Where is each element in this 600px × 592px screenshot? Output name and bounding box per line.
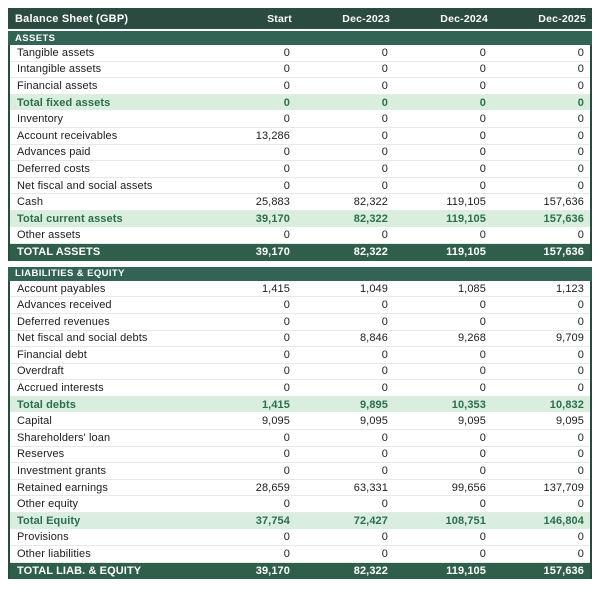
row-value: 0	[283, 431, 290, 444]
row-value: 39,170	[255, 212, 290, 225]
table-row	[10, 78, 590, 95]
row-value: 0	[381, 46, 388, 59]
row-label: Advances received	[17, 299, 112, 312]
row-value: 0	[577, 448, 584, 461]
table-row	[10, 364, 590, 381]
row-value: 1,415	[261, 282, 290, 295]
row-value: 0	[479, 129, 486, 142]
row-value: 0	[577, 299, 584, 312]
table-row	[10, 128, 590, 145]
row-value: 0	[577, 96, 584, 109]
row-label: Reserves	[17, 448, 65, 461]
row-label: Other equity	[17, 498, 79, 511]
row-value: 0	[577, 315, 584, 328]
row-value: 0	[283, 315, 290, 328]
table-row	[10, 463, 590, 480]
table-row	[10, 413, 590, 430]
table-row	[10, 178, 590, 195]
table-row	[10, 211, 590, 228]
row-value: 0	[577, 465, 584, 478]
row-value: 0	[479, 448, 486, 461]
row-label: Inventory	[17, 113, 64, 126]
table-header-row	[8, 8, 592, 29]
row-value: 119,105	[446, 212, 486, 225]
row-value: 0	[283, 179, 290, 192]
table-row	[10, 480, 590, 497]
row-value: 0	[577, 382, 584, 395]
row-value: 37,754	[255, 514, 290, 527]
row-value: 146,804	[543, 514, 584, 527]
row-label: Account receivables	[17, 129, 118, 142]
row-label: Retained earnings	[17, 481, 108, 494]
section-rows	[8, 45, 592, 261]
balance-sheet-table	[8, 8, 592, 579]
column-header-dec-2023: Dec-2023	[342, 12, 390, 25]
table-row	[10, 145, 590, 162]
row-value: 0	[479, 229, 486, 242]
row-value: 82,322	[353, 196, 388, 209]
table-row	[10, 430, 590, 447]
row-value: 0	[577, 531, 584, 544]
row-value: 0	[283, 299, 290, 312]
row-value: 0	[283, 229, 290, 242]
row-value: 0	[381, 146, 388, 159]
row-value: 0	[479, 465, 486, 478]
row-value: 0	[479, 365, 486, 378]
row-value: 157,636	[543, 212, 584, 225]
row-value: 0	[283, 79, 290, 92]
row-value: 0	[283, 448, 290, 461]
row-value: 9,268	[457, 332, 486, 345]
table-row	[10, 380, 590, 397]
row-value: 0	[577, 229, 584, 242]
row-value: 0	[577, 498, 584, 511]
row-value: 82,322	[353, 212, 388, 225]
row-value: 0	[381, 96, 388, 109]
row-value: 0	[381, 465, 388, 478]
table-row	[10, 297, 590, 314]
section-rows	[8, 281, 592, 580]
row-value: 0	[283, 498, 290, 511]
row-value: 0	[381, 548, 388, 561]
row-value: 82,322	[353, 246, 388, 259]
row-label: Total Equity	[17, 514, 81, 527]
row-label: Deferred revenues	[17, 315, 110, 328]
row-value: 0	[479, 63, 486, 76]
row-label: Investment grants	[17, 465, 107, 478]
row-label: TOTAL LIAB. & EQUITY	[17, 565, 142, 578]
row-value: 39,170	[255, 246, 290, 259]
section-assets	[8, 31, 592, 261]
row-label: Account payables	[17, 282, 106, 295]
row-value: 157,636	[543, 246, 584, 259]
row-value: 0	[283, 146, 290, 159]
row-label: Tangible assets	[17, 46, 95, 59]
row-value: 0	[381, 315, 388, 328]
row-label: Net fiscal and social assets	[17, 179, 153, 192]
row-value: 0	[479, 382, 486, 395]
row-value: 82,322	[353, 565, 388, 578]
section-header: ASSETS	[8, 31, 592, 45]
row-value: 0	[283, 332, 290, 345]
column-header-start: Start	[267, 12, 292, 25]
row-value: 0	[577, 63, 584, 76]
row-value: 9,095	[261, 415, 290, 428]
row-value: 8,846	[359, 332, 388, 345]
row-value: 0	[381, 113, 388, 126]
row-value: 0	[479, 531, 486, 544]
row-value: 119,105	[446, 565, 486, 578]
row-label: Provisions	[17, 531, 69, 544]
row-value: 72,427	[353, 514, 388, 527]
column-header-dec-2025: Dec-2025	[538, 12, 586, 25]
row-label: Financial debt	[17, 348, 87, 361]
row-value: 0	[577, 431, 584, 444]
table-row	[10, 281, 590, 298]
row-label: Overdraft	[17, 365, 64, 378]
sheet-title: Balance Sheet (GBP)	[15, 12, 129, 25]
section-header: LIABILITIES & EQUITY	[8, 267, 592, 281]
row-value: 0	[479, 146, 486, 159]
row-value: 10,832	[549, 398, 584, 411]
row-label: Intangible assets	[17, 63, 102, 76]
row-value: 0	[381, 498, 388, 511]
row-value: 28,659	[255, 481, 290, 494]
table-row	[10, 111, 590, 128]
row-value: 1,415	[261, 398, 290, 411]
row-value: 0	[283, 382, 290, 395]
row-value: 119,105	[446, 246, 486, 259]
row-value: 0	[577, 79, 584, 92]
row-value: 0	[479, 348, 486, 361]
table-row	[10, 546, 590, 563]
row-label: TOTAL ASSETS	[17, 246, 101, 259]
table-row	[10, 530, 590, 547]
row-value: 119,105	[446, 196, 486, 209]
row-value: 0	[381, 63, 388, 76]
row-value: 0	[479, 79, 486, 92]
row-value: 0	[283, 348, 290, 361]
row-value: 9,095	[359, 415, 388, 428]
row-value: 0	[381, 162, 388, 175]
table-row	[10, 161, 590, 178]
table-row	[10, 563, 590, 580]
table-row	[10, 513, 590, 530]
row-value: 0	[577, 365, 584, 378]
table-row	[10, 397, 590, 414]
table-row	[10, 347, 590, 364]
row-value: 0	[381, 382, 388, 395]
row-value: 9,095	[457, 415, 486, 428]
row-value: 0	[381, 531, 388, 544]
row-label: Net fiscal and social debts	[17, 332, 148, 345]
row-value: 9,895	[359, 398, 388, 411]
row-value: 1,085	[457, 282, 486, 295]
row-value: 0	[479, 113, 486, 126]
table-row	[10, 496, 590, 513]
row-value: 0	[577, 348, 584, 361]
row-label: Other liabilities	[17, 548, 91, 561]
row-value: 0	[381, 129, 388, 142]
row-value: 137,709	[543, 481, 584, 494]
table-row	[10, 331, 590, 348]
row-value: 0	[479, 179, 486, 192]
row-value: 0	[381, 431, 388, 444]
row-value: 0	[283, 465, 290, 478]
row-value: 0	[479, 498, 486, 511]
column-header-dec-2024: Dec-2024	[440, 12, 488, 25]
table-row	[10, 95, 590, 112]
row-value: 0	[381, 79, 388, 92]
row-value: 0	[381, 348, 388, 361]
row-value: 63,331	[353, 481, 388, 494]
row-value: 0	[479, 548, 486, 561]
table-row	[10, 447, 590, 464]
row-value: 0	[479, 299, 486, 312]
row-label: Total fixed assets	[17, 96, 111, 109]
row-value: 0	[577, 129, 584, 142]
row-label: Advances paid	[17, 146, 91, 159]
row-value: 0	[577, 548, 584, 561]
row-value: 25,883	[255, 196, 290, 209]
table-row	[10, 244, 590, 261]
row-value: 0	[479, 162, 486, 175]
row-value: 0	[577, 113, 584, 126]
table-row	[10, 314, 590, 331]
table-row	[10, 45, 590, 62]
row-value: 0	[283, 548, 290, 561]
row-label: Total current assets	[17, 212, 123, 225]
row-value: 9,709	[555, 332, 584, 345]
row-value: 0	[479, 46, 486, 59]
row-value: 0	[577, 146, 584, 159]
row-value: 157,636	[543, 565, 584, 578]
row-value: 0	[577, 179, 584, 192]
row-label: Financial assets	[17, 79, 98, 92]
row-value: 108,751	[445, 514, 486, 527]
table-row	[10, 194, 590, 211]
row-value: 0	[479, 96, 486, 109]
row-value: 39,170	[255, 565, 290, 578]
row-label: Deferred costs	[17, 162, 90, 175]
row-value: 0	[283, 531, 290, 544]
row-label: Shareholders' loan	[17, 431, 111, 444]
row-value: 99,656	[451, 481, 486, 494]
row-label: Total debts	[17, 398, 76, 411]
row-value: 0	[577, 162, 584, 175]
row-value: 0	[381, 229, 388, 242]
row-value: 0	[381, 299, 388, 312]
row-value: 1,123	[555, 282, 584, 295]
row-value: 0	[381, 448, 388, 461]
table-body	[8, 31, 592, 579]
row-value: 0	[283, 46, 290, 59]
row-value: 0	[479, 315, 486, 328]
row-label: Accrued interests	[17, 382, 104, 395]
row-value: 9,095	[555, 415, 584, 428]
row-value: 0	[283, 113, 290, 126]
row-value: 0	[577, 46, 584, 59]
row-value: 157,636	[543, 196, 584, 209]
row-value: 0	[381, 179, 388, 192]
row-value: 13,286	[255, 129, 290, 142]
row-label: Capital	[17, 415, 52, 428]
row-value: 0	[283, 365, 290, 378]
table-row	[10, 62, 590, 79]
row-label: Cash	[17, 196, 44, 209]
row-value: 0	[283, 63, 290, 76]
row-value: 0	[479, 431, 486, 444]
section-liabilities-equity	[8, 267, 592, 580]
row-value: 0	[381, 365, 388, 378]
row-value: 10,353	[451, 398, 486, 411]
row-value: 0	[283, 96, 290, 109]
row-value: 1,049	[359, 282, 388, 295]
row-value: 0	[283, 162, 290, 175]
row-label: Other assets	[17, 229, 81, 242]
table-row	[10, 228, 590, 245]
